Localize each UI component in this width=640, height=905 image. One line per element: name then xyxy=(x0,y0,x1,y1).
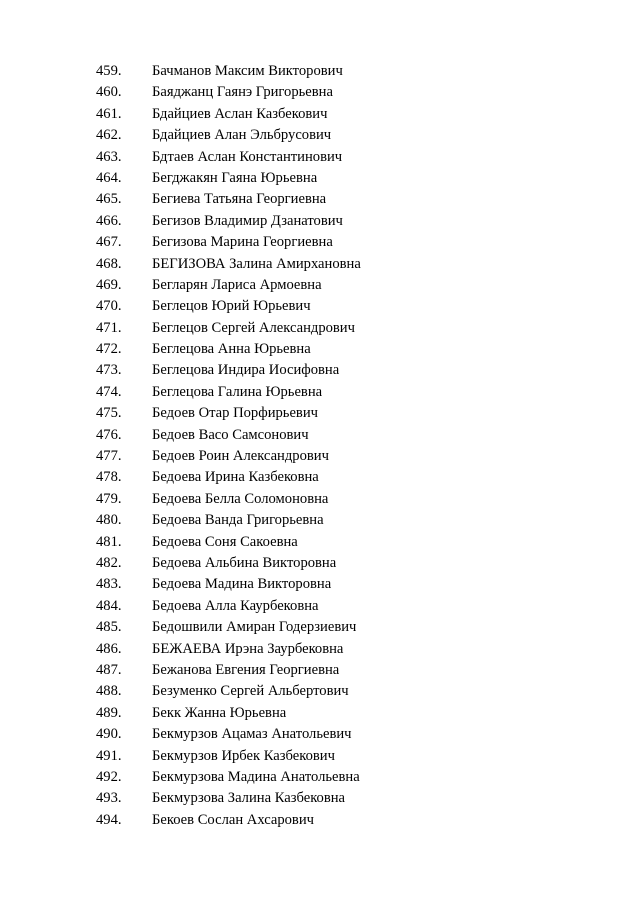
list-item xyxy=(0,788,640,809)
list-item-name: БЕГИЗОВА Залина Амирхановна xyxy=(152,255,361,272)
list-item-number: 463. xyxy=(96,148,122,165)
list-item-number: 461. xyxy=(96,105,122,122)
list-item xyxy=(0,703,640,724)
list-item xyxy=(0,104,640,125)
list-item-name: Бедоева Соня Сакоевна xyxy=(152,533,298,550)
numbered-name-list xyxy=(0,61,640,831)
list-item-number: 491. xyxy=(96,747,122,764)
list-item-name: Бекмурзов Ацамаз Анатольевич xyxy=(152,726,352,743)
list-item-number: 473. xyxy=(96,362,122,379)
list-item-number: 483. xyxy=(96,576,122,593)
list-item-name: Бедоева Ванда Григорьевна xyxy=(152,512,324,529)
list-item-name: Беглецов Юрий Юрьевич xyxy=(152,298,311,315)
list-item-number: 481. xyxy=(96,533,122,550)
list-item-name: Баяджанц Гаянэ Григорьевна xyxy=(152,84,333,101)
list-item-number: 471. xyxy=(96,319,122,336)
list-item-name: Бедоева Алла Каурбековна xyxy=(152,597,319,614)
list-item-name: Бежанова Евгения Георгиевна xyxy=(152,661,340,678)
list-item-name: Бекмурзов Ирбек Казбекович xyxy=(152,747,335,764)
list-item xyxy=(0,724,640,745)
list-item xyxy=(0,403,640,424)
list-item-number: 464. xyxy=(96,169,122,186)
list-item-name: Беглецова Анна Юрьевна xyxy=(152,341,311,358)
list-item xyxy=(0,254,640,275)
list-item-number: 466. xyxy=(96,212,122,229)
list-item xyxy=(0,211,640,232)
list-item xyxy=(0,382,640,403)
list-item-number: 488. xyxy=(96,683,122,700)
list-item-number: 479. xyxy=(96,490,122,507)
list-item-number: 490. xyxy=(96,726,122,743)
list-item-number: 472. xyxy=(96,341,122,358)
list-item-number: 489. xyxy=(96,704,122,721)
list-item xyxy=(0,360,640,381)
list-item-number: 480. xyxy=(96,512,122,529)
list-item-name: Беглецов Сергей Александрович xyxy=(152,319,355,336)
list-item xyxy=(0,168,640,189)
list-item-name: Бекмурзова Залина Казбековна xyxy=(152,790,346,807)
list-item xyxy=(0,596,640,617)
list-item-name: Бедоева Альбина Викторовна xyxy=(152,554,337,571)
list-item-number: 468. xyxy=(96,255,122,272)
list-item-name: БЕЖАЕВА Ирэна Заурбековна xyxy=(152,640,344,657)
list-item-name: Бегизова Марина Георгиевна xyxy=(152,234,333,251)
list-item-number: 469. xyxy=(96,276,122,293)
list-item-name: Бедоев Отар Порфирьевич xyxy=(152,405,318,422)
list-item-name: Бедоева Белла Соломоновна xyxy=(152,490,329,507)
list-item xyxy=(0,810,640,831)
list-item-name: Бдайциев Алан Эльбрусович xyxy=(152,127,332,144)
list-item-number: 492. xyxy=(96,768,122,785)
list-item-name: Беглецова Индира Иосифовна xyxy=(152,362,340,379)
list-item xyxy=(0,553,640,574)
list-item-number: 487. xyxy=(96,661,122,678)
list-item-name: Бедоева Мадина Викторовна xyxy=(152,576,332,593)
list-item-name: Бедошвили Амиран Годерзиевич xyxy=(152,619,357,636)
list-item xyxy=(0,574,640,595)
list-item xyxy=(0,639,640,660)
list-item-number: 484. xyxy=(96,597,122,614)
list-item xyxy=(0,147,640,168)
list-item-number: 485. xyxy=(96,619,122,636)
list-item-number: 486. xyxy=(96,640,122,657)
list-item-name: Бедоева Ирина Казбековна xyxy=(152,469,319,486)
list-item-name: Бедоев Роин Александрович xyxy=(152,448,329,465)
list-item xyxy=(0,82,640,103)
list-item xyxy=(0,532,640,553)
list-item-number: 482. xyxy=(96,554,122,571)
list-item xyxy=(0,617,640,638)
list-item-number: 476. xyxy=(96,426,122,443)
list-item-number: 470. xyxy=(96,298,122,315)
list-item xyxy=(0,339,640,360)
list-item xyxy=(0,232,640,253)
list-item-number: 477. xyxy=(96,448,122,465)
list-item-name: Бдтаев Аслан Константинович xyxy=(152,148,343,165)
list-item-name: Беглецова Галина Юрьевна xyxy=(152,383,323,400)
list-item-number: 474. xyxy=(96,383,122,400)
list-item xyxy=(0,510,640,531)
list-item xyxy=(0,767,640,788)
list-item-name: Безуменко Сергей Альбертович xyxy=(152,683,349,700)
list-item-number: 460. xyxy=(96,84,122,101)
list-item-name: Бдайциев Аслан Казбекович xyxy=(152,105,328,122)
list-item xyxy=(0,446,640,467)
list-item-number: 459. xyxy=(96,63,122,79)
list-item-name: Бекоев Сослан Ахсарович xyxy=(152,811,314,828)
list-item-number: 493. xyxy=(96,790,122,807)
list-item xyxy=(0,425,640,446)
list-item-name: Бедоев Васо Самсонович xyxy=(152,426,309,443)
list-item xyxy=(0,125,640,146)
list-item-name: Бегиева Татьяна Георгиевна xyxy=(152,191,327,208)
list-item xyxy=(0,296,640,317)
list-item-name: Бегджакян Гаяна Юрьевна xyxy=(152,169,318,186)
list-item xyxy=(0,189,640,210)
list-item xyxy=(0,61,640,82)
list-item-name: Бачманов Максим Викторович xyxy=(152,63,343,79)
list-item xyxy=(0,318,640,339)
list-item xyxy=(0,681,640,702)
list-item-number: 475. xyxy=(96,405,122,422)
list-item xyxy=(0,489,640,510)
list-item-name: Бегизов Владимир Дзанатович xyxy=(152,212,343,229)
list-item xyxy=(0,660,640,681)
list-item-number: 462. xyxy=(96,127,122,144)
list-item-number: 478. xyxy=(96,469,122,486)
list-item-number: 467. xyxy=(96,234,122,251)
list-item xyxy=(0,746,640,767)
list-item-number: 494. xyxy=(96,811,122,828)
list-item-name: Бекмурзова Мадина Анатольевна xyxy=(152,768,360,785)
list-item-name: Бекк Жанна Юрьевна xyxy=(152,704,287,721)
list-item-number: 465. xyxy=(96,191,122,208)
list-item xyxy=(0,467,640,488)
list-item-name: Бегларян Лариса Армоевна xyxy=(152,276,322,293)
list-item xyxy=(0,275,640,296)
